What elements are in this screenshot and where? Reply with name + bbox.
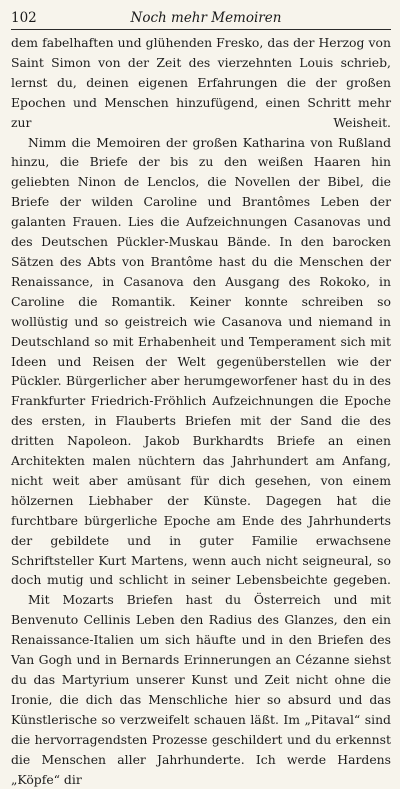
paragraph-continued: dem fabelhaften und glühenden Fresko, das der Herzog von Saint Simon von der Zeit des vierzehnten Louis schrieb, lernst du, deinen eigenen Erfahrungen die der großen Epochen und Menschen hinzufügend, einen Schritt mehr zur Weisheit. xyxy=(11,35,391,130)
paragraph-letters: Mit Mozarts Briefen hast du Österreich und mit Benvenuto Cellinis Leben den Radius des Glanzes, den ein Renaissance-Italien um sich häufte und in den Briefen des Van Gogh und in Bernards Erinnerungen an Cézanne siehst du das Martyrium unserer Kunst und Zeit nicht ohne die Ironie, die dich das Menschliche hier so absurd und das Künstlerische so verzweifelt schauen läßt. Im „Pitaval“ sind die hervorragendsten Prozesse geschildert und du erkennst die Menschen aller Jahrhunderte. Ich werde Hardens „Köpfe“ dir xyxy=(11,592,391,787)
paragraph-memoirs: Nimm die Memoiren der großen Katharina von Rußland hinzu, die Briefe der bis zu den weißen Haaren hin geliebten Ninon de Lenclos, die Novellen der Bibel, die Briefe der wilden Caroline und Brantômes Leben der galanten Frauen. Lies die Aufzeichnungen Casanovas und des Deutschen Pückler-Muskau Bände. In den barocken Sätzen des Abts von Brantôme hast du die Menschen der Renaissance, in Casanova den Ausgang des Rokoko, in Caroline die Romantik. Keiner konnte schreiben so wollüstig und so geistreich wie Casanova und niemand in Deutschland so mit Erhabenheit und Temperament sich mit Ideen und Reisen der Welt gegenüberstellen wie der Pückler. Bürgerlicher aber herumgeworfener hast du in des Frankfurter Friedrich-Fröhlich Aufzeichnungen die Epoche des ersten, in Flauberts Briefen mit der Sand die des dritten Napoleon. Jakob Burkhardts Briefe an einen Architekten malen nüchtern das Jahrhundert am Anfang, nicht weit aber amüsant für dich gesehen, von einem hölzernen Liebhaber der Künste. Dagegen hat die furchtbare bürgerliche Epoche am Ende des Jahrhunderts der gebildete und in guter Familie erwachsene Schriftsteller Kurt Martens, wenn auch nicht seigneural, so doch mutig und schlicht in seiner Lebensbeichte gegeben. xyxy=(11,134,391,588)
page-header xyxy=(11,9,391,30)
page-number: 102 xyxy=(11,10,37,26)
body-text xyxy=(11,33,391,789)
running-title: Noch mehr Memoiren xyxy=(130,10,282,26)
